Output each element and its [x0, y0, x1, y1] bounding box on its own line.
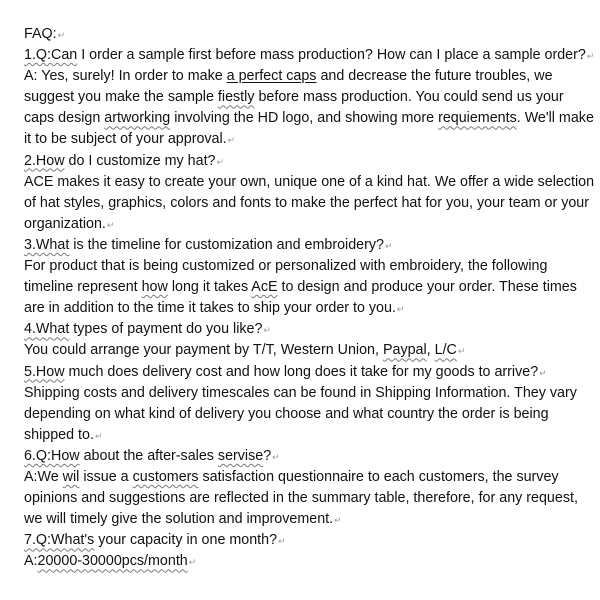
- marked-text: wil: [62, 468, 80, 485]
- faq-line: [24, 256, 586, 277]
- faq-heading-line: [24, 24, 586, 45]
- text-run: caps design: [24, 110, 105, 127]
- marked-text: 20000-30000pcs/month: [37, 553, 188, 570]
- text-run: is the timeline for customization and embroidery?: [69, 236, 384, 253]
- text-run: suggest you make the sample: [24, 89, 218, 106]
- faq-line: [24, 129, 586, 150]
- text-run: much does delivery cost and how long does it take for my goods to arrive?: [64, 363, 539, 380]
- text-run: involving the HD logo, and showing more: [170, 110, 439, 127]
- faq-line: [24, 530, 586, 551]
- marked-text: 3.What: [24, 236, 70, 253]
- paragraph-mark-icon: ↵: [188, 557, 197, 568]
- paragraph-mark-icon: ↵: [334, 515, 342, 526]
- text-run: of hat styles, graphics, colors and fonts to make the perfect hat for you, your team or your: [24, 194, 590, 211]
- faq-line: [24, 172, 595, 193]
- faq-line: [24, 108, 594, 129]
- faq-line: [24, 488, 586, 509]
- text-run: ?: [263, 447, 272, 464]
- faq-line: [24, 87, 586, 108]
- text-run: Shipping costs and delivery timescales can be found in Shipping Information. They vary: [24, 384, 577, 401]
- text-run: do I customize my hat?: [64, 152, 216, 169]
- marked-text: Paypal: [382, 342, 427, 359]
- paragraph-mark-icon: ↵: [396, 304, 405, 315]
- text-run: issue a: [79, 468, 133, 485]
- faq-line: [24, 319, 586, 340]
- text-run: I order a sample first before mass production? How can I place a sample order?: [77, 47, 586, 64]
- marked-text: 5.How: [24, 363, 65, 380]
- marked-text: AcE: [251, 279, 278, 296]
- faq-line: [24, 383, 586, 404]
- marked-text: how: [141, 279, 168, 296]
- faq-lines: [24, 45, 595, 572]
- text-run: opinions and suggestions are reflected in the summary table, therefore, for any request,: [24, 490, 578, 507]
- paragraph-mark-icon: ↵: [57, 30, 66, 40]
- text-run: A: Yes, surely! In order to make: [24, 68, 227, 85]
- faq-line: [24, 446, 586, 467]
- faq-line: [24, 214, 586, 235]
- text-run: it to be subject of your approval.: [24, 131, 227, 148]
- faq-line: [24, 298, 586, 319]
- text-run: ,: [426, 342, 435, 359]
- text-run: A:: [24, 553, 38, 570]
- faq-line: [24, 509, 586, 530]
- text-run: and decrease the future troubles, we: [316, 68, 553, 85]
- text-run: You could arrange your payment by T/T, Western Union,: [24, 342, 383, 359]
- faq-line: [24, 193, 590, 214]
- text-run: . We'll make: [516, 110, 594, 127]
- marked-text: a perfect caps: [226, 68, 317, 85]
- marked-text: 1.Q:Can: [24, 47, 78, 64]
- faq-line: [24, 551, 586, 572]
- paragraph-mark-icon: ↵: [216, 156, 225, 167]
- text-run: For product that is being customized or personalized with embroidery, the following: [24, 258, 548, 275]
- paragraph-mark-icon: ↵: [457, 346, 466, 357]
- marked-text: artworking: [104, 110, 171, 127]
- marked-text: 7.Q:What's: [24, 532, 95, 549]
- marked-text: customers: [132, 468, 199, 485]
- faq-line: [24, 362, 586, 383]
- marked-text: 4.What: [24, 321, 70, 338]
- faq-document: [24, 24, 595, 572]
- marked-text: requiements: [438, 110, 517, 127]
- text-run: ACE makes it easy to create your own, unique one of a kind hat. We offer a wide selection: [24, 173, 595, 190]
- faq-line: [24, 66, 586, 87]
- marked-text: servise: [217, 447, 264, 464]
- text-run: A:We: [24, 468, 63, 485]
- faq-line: [24, 467, 586, 488]
- paragraph-mark-icon: ↵: [384, 240, 393, 251]
- text-run: before mass production. You could send us your: [254, 89, 564, 106]
- text-run: about the after-sales: [79, 447, 218, 464]
- paragraph-mark-icon: ↵: [94, 430, 103, 441]
- text-run: satisfaction questionnaire to each customers, the survey: [198, 468, 559, 485]
- paragraph-mark-icon: ↵: [539, 367, 547, 378]
- marked-text: L/C: [434, 342, 457, 359]
- faq-line: [24, 340, 586, 361]
- marked-text: 2.How: [24, 152, 65, 169]
- paragraph-mark-icon: ↵: [263, 325, 271, 336]
- paragraph-mark-icon: ↵: [106, 219, 115, 230]
- text-run: timeline represent: [24, 279, 142, 296]
- text-run: your capacity in one month?: [94, 532, 278, 549]
- text-run: are in addition to the time it takes to ship your order to you.: [24, 300, 396, 317]
- paragraph-mark-icon: ↵: [278, 536, 286, 547]
- marked-text: 6.Q:How: [24, 447, 80, 464]
- marked-text: fiestly: [217, 89, 255, 106]
- faq-heading: FAQ:: [24, 26, 57, 42]
- faq-line: [24, 235, 586, 256]
- faq-line: [24, 277, 586, 298]
- text-run: shipped to.: [24, 426, 94, 443]
- text-run: organization.: [24, 215, 106, 232]
- faq-line: [24, 151, 586, 172]
- text-run: long it takes: [167, 279, 252, 296]
- faq-line: [24, 45, 595, 66]
- text-run: types of payment do you like?: [69, 321, 263, 338]
- paragraph-mark-icon: ↵: [272, 451, 280, 462]
- text-run: depending on what kind of delivery you choose and what country the order is being: [24, 405, 549, 422]
- paragraph-mark-icon: ↵: [227, 135, 236, 146]
- text-run: to design and produce your order. These times: [277, 279, 577, 296]
- text-run: we will timely give the solution and improvement.: [24, 511, 334, 528]
- faq-line: [24, 425, 586, 446]
- faq-line: [24, 404, 586, 425]
- paragraph-mark-icon: ↵: [586, 51, 595, 62]
